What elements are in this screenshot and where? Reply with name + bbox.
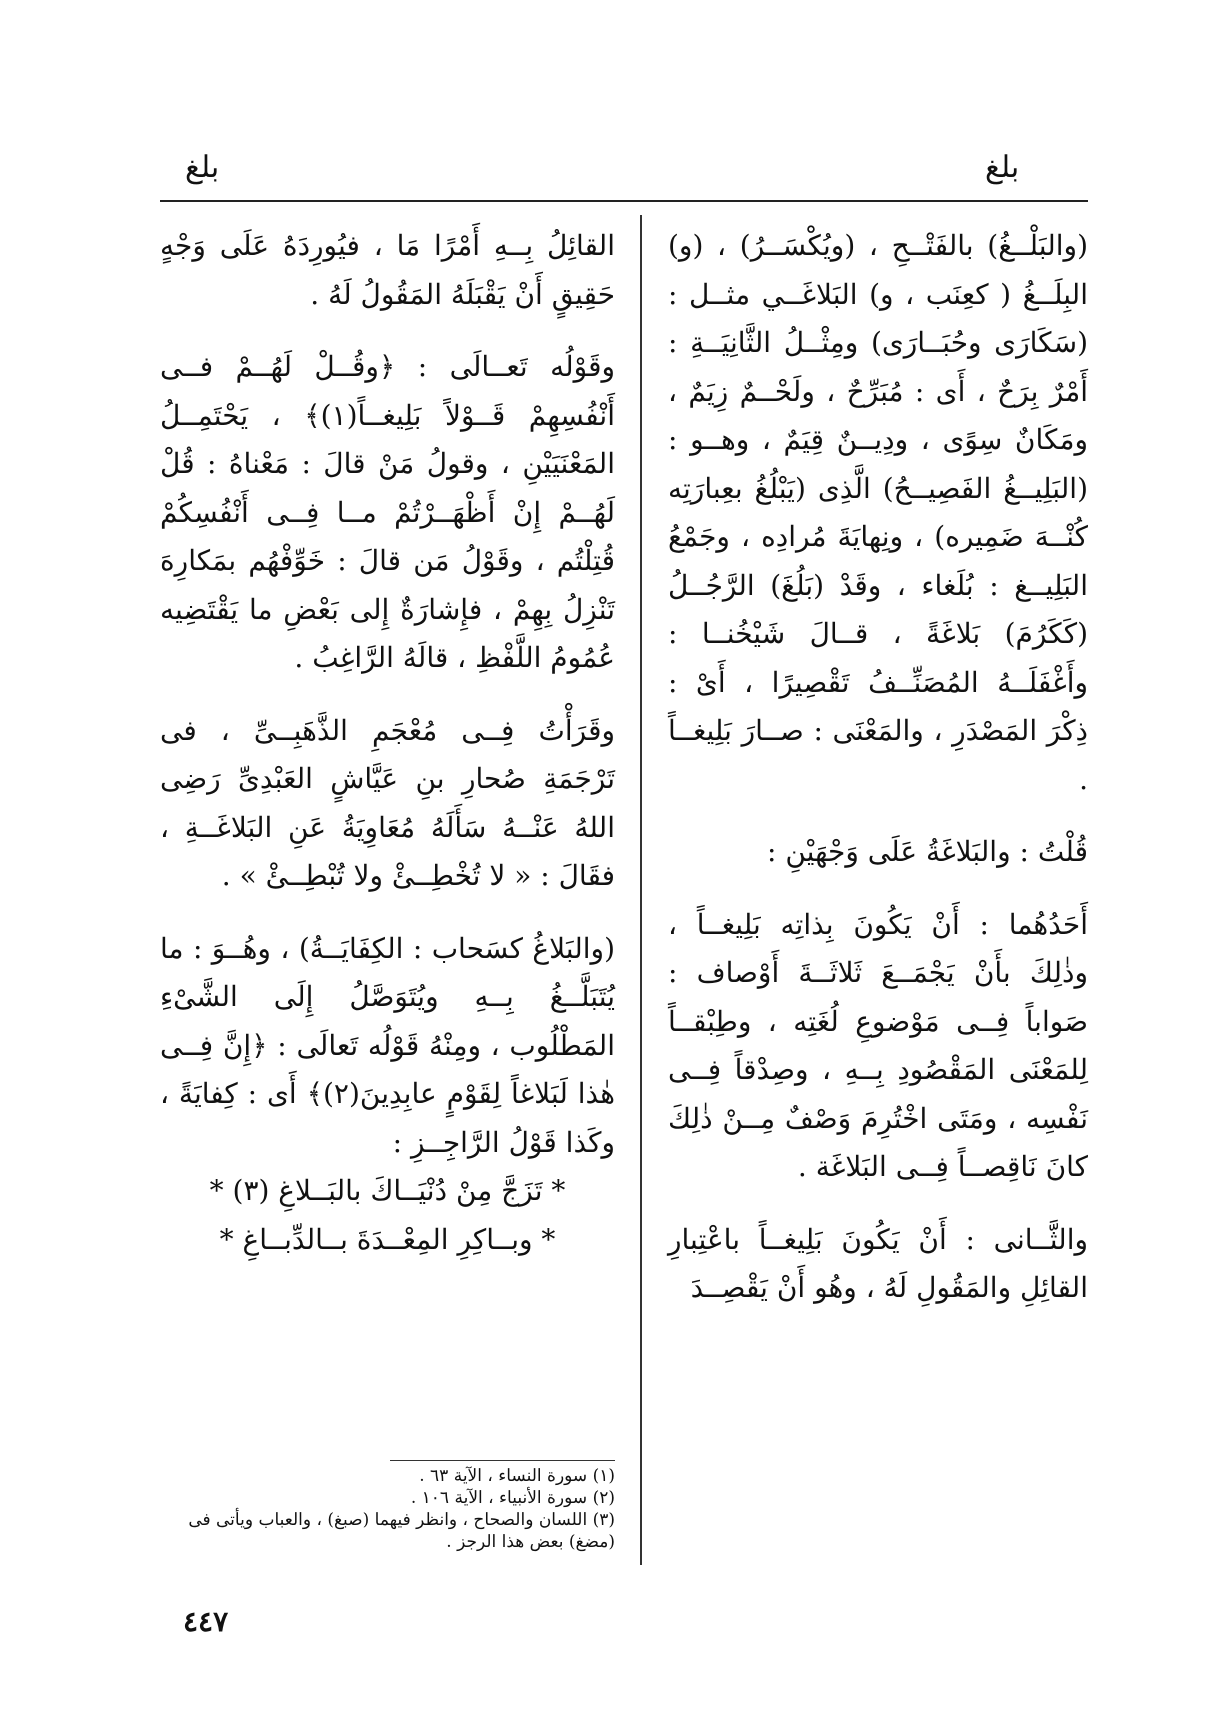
paragraph: (والبَلاغُ كسَحاب : الكِفَايَــةُ) ، وهُــوَ : ما يُتَبَلَّــغُ بِــهِ ويُتَوَصَّلُ إِلَى الشَّىْءِ المَطْلُوب ، ومِنْهُ قَوْلُه تَعالَى : ﴿إِنَّ فِــى هٰذا لَبَلاغاً لِقَوْمٍ عابِدِينَ(٢)﴾ أَى : كِفايَةً ، وكَذا قَوْلُ الرَّاجِــزِ : (160, 931, 615, 1159)
running-header-left: بلغ (185, 150, 220, 185)
paragraph: القائِلُ بِــهِ أَمْرًا مَا ، فيُورِدَهُ عَلَى وَجْهٍ حَقِيقٍ أَنْ يَقْبَلَهُ المَقُولُ لَهُ . (160, 229, 615, 311)
right-column (668, 222, 1088, 1313)
left-column (160, 222, 615, 1264)
verse-line: * تَزَجَّ مِنْ دُنْيَــاكَ بالبَــلاغِ (٣) * (209, 1174, 566, 1207)
paragraph: قُلْتُ : والبَلاغَةُ عَلَى وَجْهَيْنِ : (767, 835, 1088, 868)
footnote: (٢) سورة الأنبياء ، الآية ١٠٦ . (410, 1488, 615, 1508)
verse-line: * وبــاكِرِ المِعْــدَةَ بــالدِّبــاغِ * (219, 1222, 556, 1256)
paragraph: أَحَدُهُما : أَنْ يَكُونَ بِذاتِه بَلِيغــاً ، وذٰلِكَ بأَنْ يَجْمَــعَ ثَلاثَــةَ أَوْصاف : صَواباً فِــى مَوْضوعِ لُغَتِه ، وطِبْقــاً لِلمَعْنَى المَقْصُودِ بِــهِ ، وصِدْقاً فِــى نَفْسِه ، ومَتَى اخْتُرِمَ وَصْفٌ مِــنْ ذٰلِكَ كانَ نَاقِصــاً فِــى البَلاغَة . (668, 907, 1088, 1183)
running-header-right: بلغ (985, 150, 1020, 185)
paragraph: وقَرَأْتُ فِــى مُعْجَمِ الذَّهَبِــىِّ ، فى تَرْجَمَةِ صُحارِ بنِ عَيَّاشٍ العَبْدِىِّ رَضِى اللهُ عَنْــهُ سَأَلَهُ مُعَاوِيَةُ عَنِ البَلاغَــةِ ، فقَالَ : « لا تُخْطِــئْ ولا تُبْطِــئْ » . (160, 713, 615, 892)
paragraph: والثَّــانى : أَنْ يَكُونَ بَلِيغــاً باعْتِبارِ القائِلِ والمَقُولِ لَهُ ، وهُو أَنْ يَقْصِــدَ (668, 1222, 1088, 1304)
page-number: ٤٤٧ (183, 1605, 229, 1638)
paragraph: (والبَلْــغُ) بالفَتْــحِ ، (ويُكْسَــرُ) ، (و) البِلَــغُ ( كعِنَب ، و) البَلاغَــي مثــل : (سَكَارَى وحُبَــارَى) ومِثْــلُ الثَّانِيَــةِ : أَمْرٌ بِرَحٌ ، أَى : مُبَرِّحٌ ، ولَحْــمٌ زِيَمٌ ، ومَكَانٌ سِوًى ، ودِيــنٌ قِيَمٌ ، وهــو : (البَلِيــغُ الفَصِيــحُ) الَّذِى (يَبْلُغُ بعِبارَتِه كُنْــهَ ضَمِيره) ، ونِهايَةَ مُرادِه ، وجَمْعُ البَلِيــغ : بُلَغاء ، وقَدْ (بَلُغَ) الرَّجُــلُ (كَكَرُمَ) بَلاغَةً ، قــالَ شَيْخُنــا : وأَغْفَلَــهُ المُصَنِّــفُ تَقْصِيرًا ، أَىْ : ذِكْرَ المَصْدَرِ ، والمَعْنَى : صــارَ بَلِيغــاً . (668, 229, 1088, 796)
column-divider (640, 215, 642, 1565)
paragraph: وقَوْلُه تَعــالَى : ﴿وقُــلْ لَهُــمْ فــى أَنْفُسِهِمْ قَــوْلاً بَلِيغــاً(١)﴾ ، يَحْتَمِــلُ المَعْنَيَيْنِ ، وقولُ مَنْ قالَ : مَعْناهُ : قُلْ لَهُــمْ إِنْ أَظْهَــرْتُمْ مــا فِــى أَنْفُسِكُمْ قُتِلْتُم ، وقَوْلُ مَن قالَ : خَوِّفْهُم بمَكارِهَ تَنْزِلُ بِهِمْ ، فإِشارَةٌ إِلى بَعْضِ ما يَقْتَضِيه عُمُومُ اللَّفْظِ ، قالَهُ الرَّاغِبُ . (160, 350, 615, 674)
footnote-rule (390, 1460, 615, 1461)
footnote: (١) سورة النساء ، الآية ٦٣ . (419, 1466, 615, 1486)
footnotes (180, 1465, 615, 1553)
header-rule (160, 200, 1088, 202)
footnote: (٣) اللسان والصحاح ، وانظر فيهما (صبغ) ، والعباب ويأتى فى (مضغ) بعض هذا الرجز . (188, 1510, 615, 1552)
